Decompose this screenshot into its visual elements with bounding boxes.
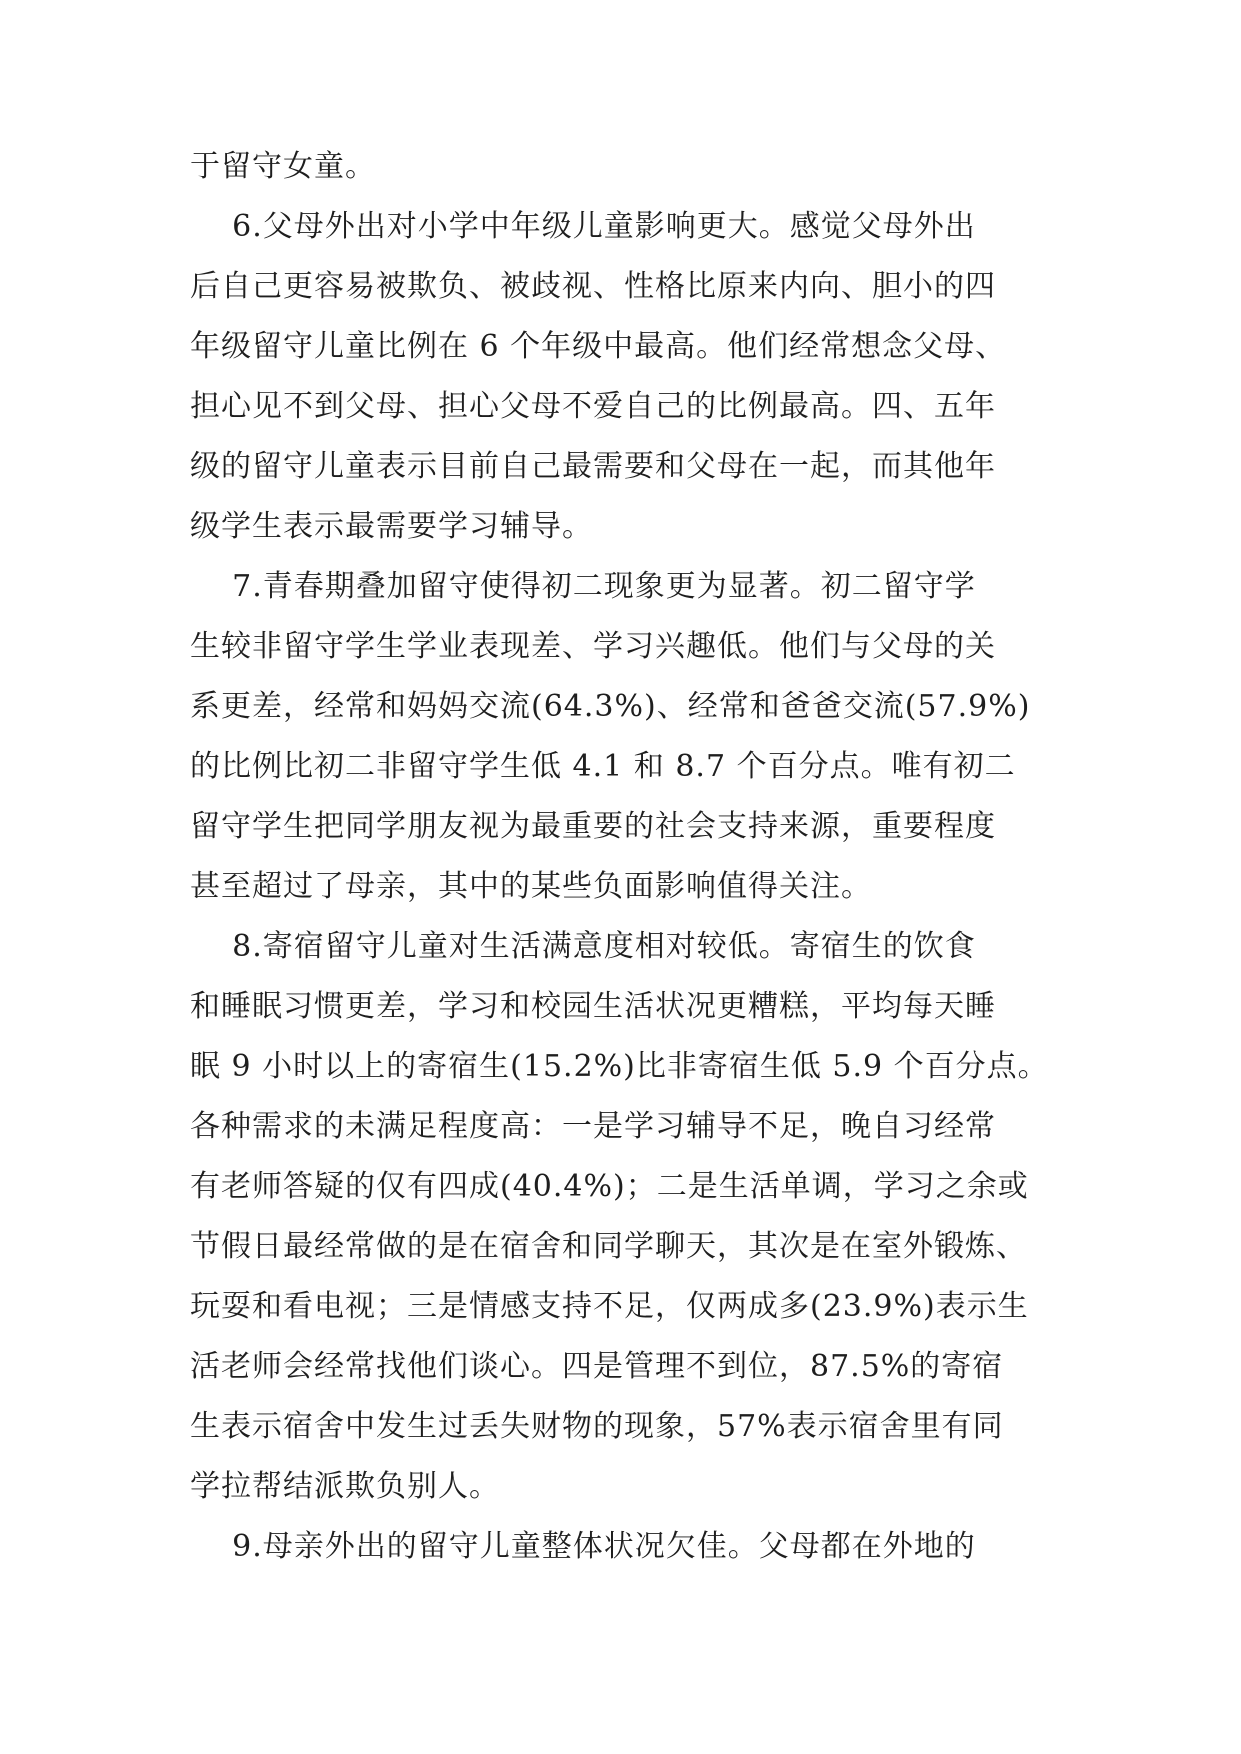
- text-line: 后自己更容易被欺负、被歧视、性格比原来内向、胆小的四: [190, 269, 996, 304]
- text-line: 各种需求的未满足程度高：一是学习辅导不足，晚自习经常: [190, 1109, 996, 1144]
- text-line: 留守学生把同学朋友视为最重要的社会支持来源，重要程度: [190, 809, 996, 844]
- text-line: 生表示宿舍中发生过丢失财物的现象，57%表示宿舍里有同: [190, 1409, 1004, 1444]
- text-line: 的比例比初二非留守学生低 4.1 和 8.7 个百分点。唯有初二: [190, 749, 1016, 784]
- text-line: 于留守女童。: [190, 149, 376, 184]
- text-line: 甚至超过了母亲，其中的某些负面影响值得关注。: [190, 869, 872, 904]
- text-line: 玩耍和看电视；三是情感支持不足，仅两成多(23.9%)表示生: [190, 1289, 1029, 1324]
- paragraph-7-start: 7.青春期叠加留守使得初二现象更为显著。初二留守学: [190, 569, 976, 604]
- paragraph-8-start: 8.寄宿留守儿童对生活满意度相对较低。寄宿生的饮食: [190, 929, 976, 964]
- text-line: 有老师答疑的仅有四成(40.4%)；二是生活单调，学习之余或: [190, 1169, 1029, 1204]
- paragraph-6-start: 6.父母外出对小学中年级儿童影响更大。感觉父母外出: [190, 209, 976, 244]
- document-body: [190, 137, 1070, 1577]
- text-line: 级学生表示最需要学习辅导。: [190, 509, 593, 544]
- text-line: 学拉帮结派欺负别人。: [190, 1469, 500, 1504]
- text-line: 眠 9 小时以上的寄宿生(15.2%)比非寄宿生低 5.9 个百分点。: [190, 1049, 1049, 1084]
- paragraph-9-start: 9.母亲外出的留守儿童整体状况欠佳。父母都在外地的: [190, 1529, 976, 1564]
- text-line: 年级留守儿童比例在 6 个年级中最高。他们经常想念父母、: [190, 329, 1007, 364]
- text-line: 担心见不到父母、担心父母不爱自己的比例最高。四、五年: [190, 389, 996, 424]
- text-line: 和睡眠习惯更差，学习和校园生活状况更糟糕，平均每天睡: [190, 989, 996, 1024]
- text-line: 级的留守儿童表示目前自己最需要和父母在一起，而其他年: [190, 449, 996, 484]
- text-line: 节假日最经常做的是在宿舍和同学聊天，其次是在室外锻炼、: [190, 1229, 1027, 1264]
- text-line: 活老师会经常找他们谈心。四是管理不到位，87.5%的寄宿: [190, 1349, 1004, 1384]
- text-line: 生较非留守学生学业表现差、学习兴趣低。他们与父母的关: [190, 629, 996, 664]
- text-line: 系更差，经常和妈妈交流(64.3%)、经常和爸爸交流(57.9%): [190, 689, 1031, 724]
